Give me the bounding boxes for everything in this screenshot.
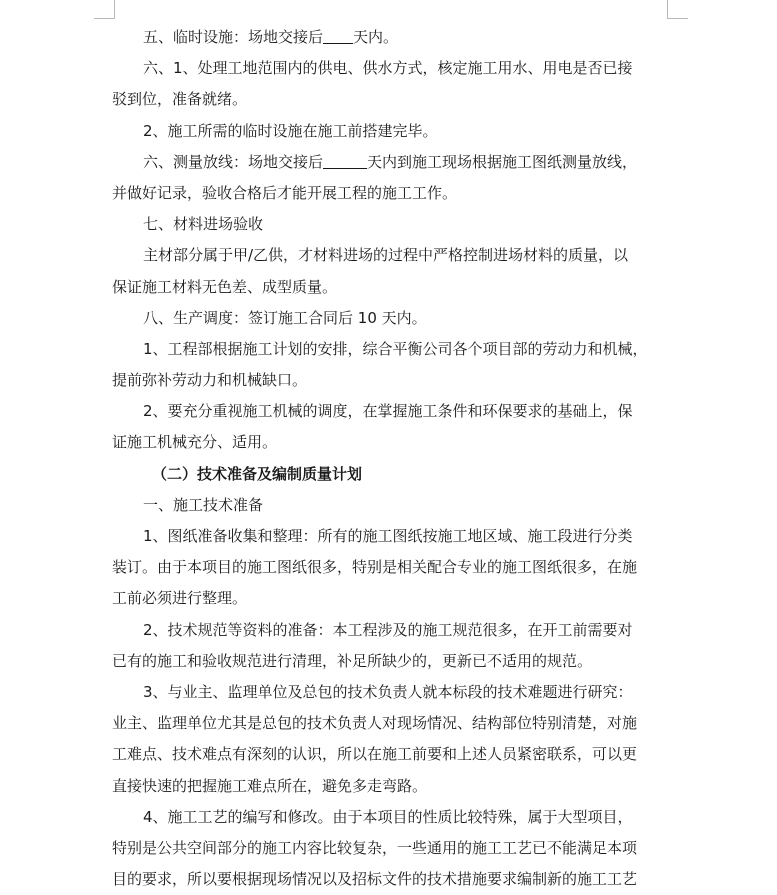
text-line: 主材部分属于甲/乙供，才材料进场的过程中严格控制进场材料的质量，以 [143, 246, 629, 265]
text-line: 证施工机械充分、适用。 [112, 433, 278, 452]
page-corner-mark-right [667, 0, 688, 19]
section-title: 一、施工技术准备 [143, 495, 264, 514]
document-body [112, 22, 668, 895]
fill-in-blank [323, 27, 353, 44]
text-line: 3、与业主、监理单位及总包的技术负责人就本标段的技术难题进行研究： [143, 682, 633, 701]
text-line: 4、施工工艺的编写和修改。由于本项目的性质比较特殊，属于大型项目， [143, 807, 633, 826]
text-line: 已有的施工和验收规范进行清理，补足所缺少的，更新已不适用的规范。 [112, 651, 593, 670]
text-line: 六、测量放线：场地交接后 天内到施工现场根据施工图纸测量放线， [143, 152, 638, 171]
chapter-heading: （二）技术准备及编制质量计划 [152, 464, 363, 483]
text-line: 直接快速的把握施工难点所在，避免多走弯路。 [112, 776, 428, 795]
text-line: 六、1、处理工地范围内的供电、供水方式，核定施工用水、用电是否已接 [143, 59, 633, 78]
text-line: 工难点、技术难点有深刻的认识，所以在施工前要和上述人员紧密联系，可以更 [112, 745, 638, 764]
text-line: 1、工程部根据施工计划的安排，综合平衡公司各个项目部的劳动力和机械， [143, 339, 648, 358]
section-title: 八、生产调度：签订施工合同后 10 天内。 [143, 308, 427, 327]
text-line: 2、施工所需的临时设施在施工前搭建完毕。 [143, 121, 438, 140]
text-line: 2、技术规范等资料的准备：本工程涉及的施工规范很多，在开工前需要对 [143, 620, 633, 639]
text-line: 工前必须进行整理。 [112, 589, 248, 608]
text-line: 业主、监理单位尤其是总包的技术负责人对现场情况、结构部位特别清楚，对施 [112, 714, 638, 733]
section-title: 七、材料进场验收 [143, 215, 264, 234]
text-line: 保证施工材料无色差、成型质量。 [112, 277, 338, 296]
text-line: 装订。由于本项目的施工图纸很多，特别是相关配合专业的施工图纸很多，在施 [112, 558, 638, 577]
text-line: 1、图纸准备收集和整理：所有的施工图纸按施工地区域、施工段进行分类 [143, 527, 633, 545]
text-line: 2、要充分重视施工机械的调度，在掌握施工条件和环保要求的基础上，保 [143, 402, 633, 421]
text-line: 提前弥补劳动力和机械缺口。 [112, 371, 308, 390]
text-line: 驳到位，准备就绪。 [112, 90, 248, 109]
page-corner-mark-left [94, 0, 115, 19]
text-line: 并做好记录，验收合格后才能开展工程的施工工作。 [112, 183, 458, 202]
text-line: 五、临时设施：场地交接后 天内。 [143, 28, 399, 46]
text-line: 特别是公共空间部分的施工内容比较复杂，一些通用的施工工艺已不能满足本项 [112, 838, 638, 857]
fill-in-blank [323, 152, 367, 169]
text-line: 目的要求，所以要根据现场情况以及招标文件的技术措施要求编制新的施工工艺 [112, 870, 638, 889]
